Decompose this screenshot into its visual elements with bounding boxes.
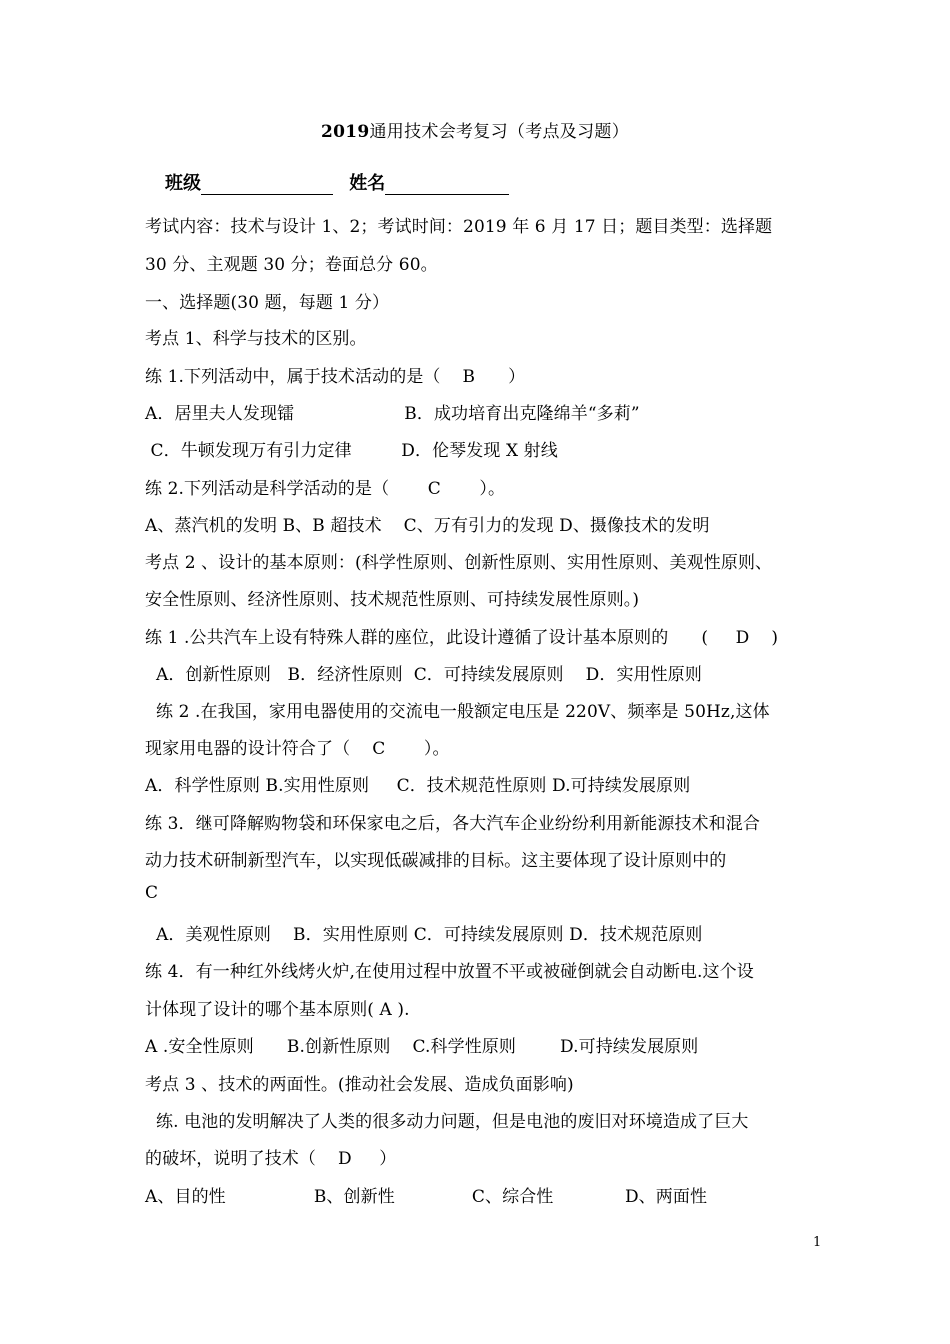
question-line: 练 2 .在我国，家用电器使用的交流电一般额定电压是 220V、频率是 50Hz,这体 <box>145 702 770 722</box>
option-line: A .安全性原则 B.创新性原则 C.科学性原则 D.可持续发展原则 <box>145 1037 699 1057</box>
name-blank <box>385 174 509 195</box>
answer-line: C <box>145 883 159 903</box>
class-blank <box>201 174 333 195</box>
student-info-line <box>165 169 509 195</box>
option-line: A．创新性原则 B．经济性原则 C．可持续发展原则 D．实用性原则 <box>145 665 702 685</box>
question-line: 计体现了设计的哪个基本原则( A ). <box>145 1000 410 1020</box>
question-line: 练 2.下列活动是科学活动的是（ C ）。 <box>145 479 506 499</box>
option-line: A．美观性原则 B．实用性原则 C．可持续发展原则 D．技术规范原则 <box>145 925 703 945</box>
option-line: A．居里夫人发现镭 B．成功培育出克隆绵羊“多莉” <box>145 404 640 424</box>
option-line: A、目的性 B、创新性 C、综合性 D、两面性 <box>145 1187 708 1207</box>
text-line: 安全性原则、经济性原则、技术规范性原则、可持续发展性原则。) <box>145 590 640 610</box>
section-heading: 一、选择题(30 题，每题 1 分） <box>145 293 390 313</box>
question-line: 动力技术研制新型汽车，以实现低碳减排的目标。这主要体现了设计原则中的 <box>145 851 727 871</box>
text-line: 30 分、主观题 30 分；卷面总分 60。 <box>145 255 438 275</box>
option-line: A．科学性原则 B.实用性原则 C．技术规范性原则 D.可持续发展原则 <box>145 776 691 796</box>
title-text: 通用技术会考复习（考点及习题） <box>369 122 629 142</box>
text-line: 考试内容：技术与设计 1、2；考试时间：2019 年 6 月 17 日；题目类型：选择题 <box>145 217 773 237</box>
page-number: 1 <box>813 1235 822 1250</box>
class-label: 班级 <box>165 173 201 194</box>
option-line: C．牛顿发现万有引力定律 D．伦琴发现 X 射线 <box>145 441 558 461</box>
name-label: 姓名 <box>349 173 386 194</box>
question-line: 现家用电器的设计符合了（ C ）。 <box>145 739 450 759</box>
topic-heading: 考点 2 、设计的基本原则：(科学性原则、创新性原则、实用性原则、美观性原则、 <box>145 553 773 573</box>
question-line: 练 1.下列活动中，属于技术活动的是（ B ） <box>145 367 526 387</box>
title-year: 2019 <box>320 122 370 142</box>
question-line: 练 1 .公共汽车上设有特殊人群的座位，此设计遵循了设计基本原则的 ( D ) <box>145 628 779 648</box>
question-line: 练 4．有一种红外线烤火炉,在使用过程中放置不平或被碰倒就会自动断电.这个设 <box>145 962 754 982</box>
page-title <box>0 117 950 142</box>
question-line: 的破坏，说明了技术（ D ） <box>145 1149 397 1169</box>
question-line: 练 3．继可降解购物袋和环保家电之后，各大汽车企业纷纷利用新能源技术和混合 <box>145 814 760 834</box>
question-line: 练. 电池的发明解决了人类的很多动力问题，但是电池的废旧对环境造成了巨大 <box>145 1112 749 1132</box>
topic-heading: 考点 3 、技术的两面性。(推动社会发展、造成负面影响) <box>145 1075 574 1095</box>
topic-heading: 考点 1、科学与技术的区别。 <box>145 329 367 349</box>
option-line: A、蒸汽机的发明 B、B 超技术 C、万有引力的发现 D、摄像技术的发明 <box>145 516 710 536</box>
